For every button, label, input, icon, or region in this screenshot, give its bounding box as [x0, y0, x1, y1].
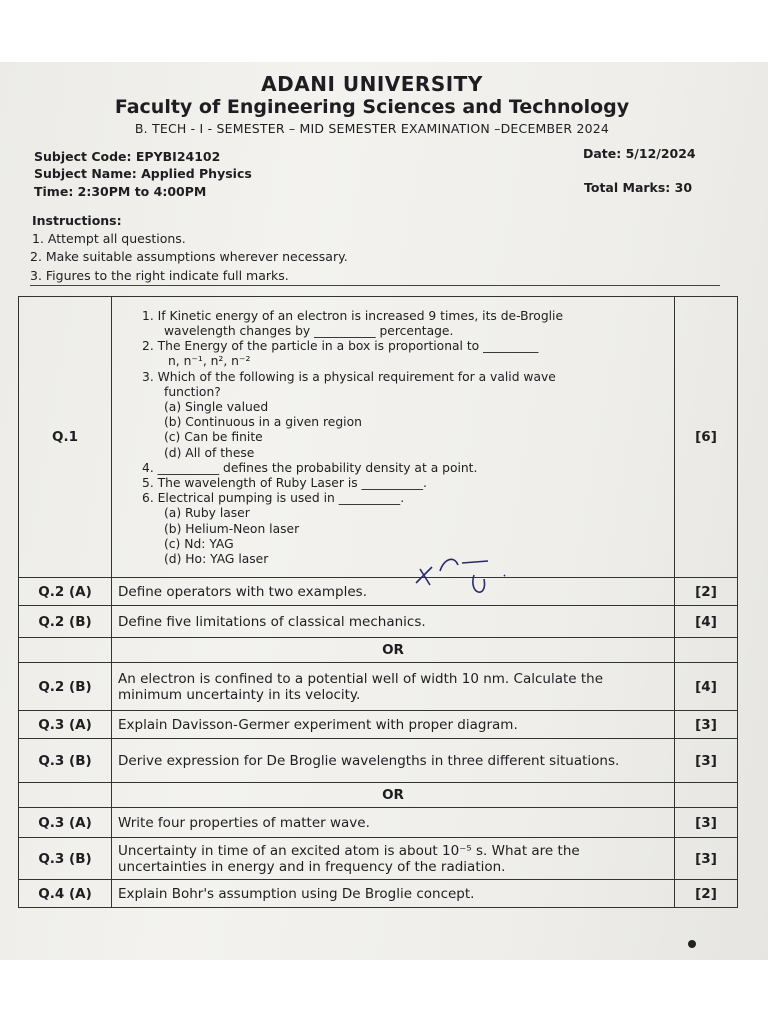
- marks: [3]: [675, 711, 738, 739]
- table-row: [19, 808, 738, 838]
- question-number: Q.3 (B): [19, 838, 112, 880]
- table-row: [19, 838, 738, 880]
- mcq-option: (b) Continuous in a given region: [164, 415, 362, 430]
- table-row: [19, 783, 738, 808]
- table-row: [19, 297, 738, 578]
- mcq-line: 6. Electrical pumping is used in __________.: [142, 491, 405, 506]
- mcq-line: 2. The Energy of the particle in a box is proportional to _________: [142, 339, 539, 354]
- mcq-option: (a) Single valued: [164, 399, 269, 414]
- total-marks: Total Marks: 30: [584, 180, 693, 195]
- question-text: Explain Bohr's assumption using De Broglie concept.: [112, 880, 675, 908]
- instruction-item: 1. Attempt all questions.: [32, 231, 186, 246]
- subject-name: Subject Name: Applied Physics: [34, 166, 252, 181]
- or-separator: OR: [112, 783, 675, 808]
- question-table: [18, 296, 738, 908]
- empty-cell: [19, 783, 112, 808]
- table-row: [19, 880, 738, 908]
- question-number: Q.2 (B): [19, 606, 112, 638]
- mcq-option: (b) Helium-Neon laser: [164, 521, 300, 536]
- marks: [3]: [675, 838, 738, 880]
- question-number: Q.3 (B): [19, 739, 112, 783]
- table-row: [19, 663, 738, 711]
- handwritten-scribble: [410, 545, 530, 605]
- marks: [3]: [675, 808, 738, 838]
- question-number: Q.4 (A): [19, 880, 112, 908]
- marks: [2]: [675, 578, 738, 606]
- instructions-title: Instructions:: [32, 213, 122, 228]
- mcq-option: (c) Can be finite: [164, 430, 263, 445]
- table-row: [19, 578, 738, 606]
- mcq-line: 5. The wavelength of Ruby Laser is __________.: [142, 476, 427, 490]
- marks: [2]: [675, 880, 738, 908]
- mcq-line: 1. If Kinetic energy of an electron is increased 9 times, its de-Broglie: [142, 308, 564, 323]
- ink-dot: [688, 940, 696, 948]
- question-text: Define operators with two examples.: [112, 578, 675, 606]
- empty-cell: [19, 638, 112, 663]
- mcq-option: (d) All of these: [164, 445, 255, 460]
- instruction-item: 3. Figures to the right indicate full marks.: [30, 268, 289, 283]
- table-row: [19, 739, 738, 783]
- question-text: Explain Davisson-Germer experiment with proper diagram.: [112, 711, 675, 739]
- question-number: Q.1: [19, 297, 112, 578]
- marks: [6]: [675, 297, 738, 578]
- mcq-line: n, n⁻¹, n², n⁻²: [168, 354, 251, 369]
- mcq-option: (a) Ruby laser: [164, 506, 250, 521]
- table-row: [19, 638, 738, 663]
- question-number: Q.2 (B): [19, 663, 112, 711]
- empty-cell: [675, 638, 738, 663]
- mcq-line: 4. __________ defines the probability density at a point.: [142, 460, 478, 475]
- table-row: [19, 606, 738, 638]
- university-name: ADANI UNIVERSITY: [261, 72, 483, 96]
- mcq-option: (c) Nd: YAG: [164, 536, 234, 551]
- semester-line: B. TECH - I - SEMESTER – MID SEMESTER EXAMINATION –DECEMBER 2024: [134, 121, 610, 136]
- question-text: An electron is confined to a potential well of width 10 nm. Calculate the minimum uncertainty in its velocity.: [112, 663, 675, 711]
- divider: [30, 285, 720, 286]
- mcq-line: 3. Which of the following is a physical requirement for a valid wave: [142, 369, 556, 384]
- question-text: Uncertainty in time of an excited atom is about 10⁻⁵ s. What are the uncertainties in energy and in frequency of the radiation.: [112, 838, 675, 880]
- marks: [3]: [675, 739, 738, 783]
- question-text: Derive expression for De Broglie wavelengths in three different situations.: [112, 739, 675, 783]
- marks: [4]: [675, 663, 738, 711]
- question-text: Define five limitations of classical mechanics.: [112, 606, 675, 638]
- faculty-name: Faculty of Engineering Sciences and Technology: [114, 96, 630, 118]
- question-text: Write four properties of matter wave.: [112, 808, 675, 838]
- table-row: [19, 711, 738, 739]
- subject-code: Subject Code: EPYBI24102: [34, 149, 221, 164]
- exam-time: Time: 2:30PM to 4:00PM: [34, 184, 207, 199]
- question-number: Q.2 (A): [19, 578, 112, 606]
- mcq-line: function?: [164, 384, 221, 399]
- question-text: [112, 297, 675, 578]
- or-separator: OR: [112, 638, 675, 663]
- mcq-option: (d) Ho: YAG laser: [164, 552, 269, 567]
- empty-cell: [675, 783, 738, 808]
- marks: [4]: [675, 606, 738, 638]
- question-number: Q.3 (A): [19, 711, 112, 739]
- question-number: Q.3 (A): [19, 808, 112, 838]
- instruction-item: 2. Make suitable assumptions wherever necessary.: [30, 249, 348, 264]
- mcq-line: wavelength changes by __________ percentage.: [164, 323, 454, 338]
- exam-date: Date: 5/12/2024: [583, 146, 696, 161]
